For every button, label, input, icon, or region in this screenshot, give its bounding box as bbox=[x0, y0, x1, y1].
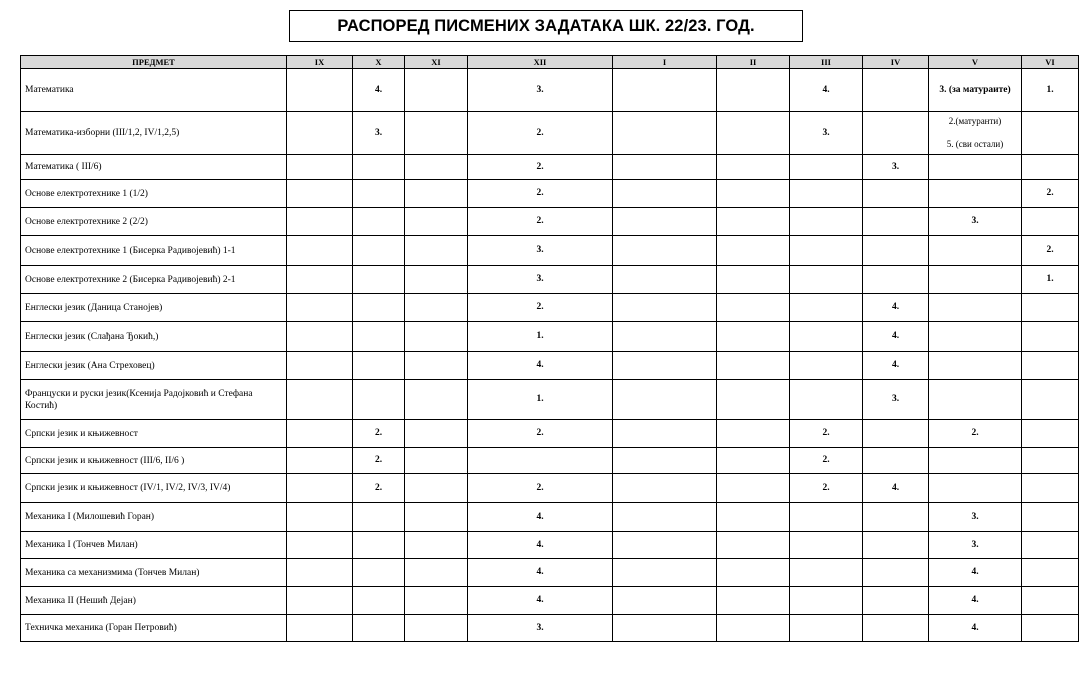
grade-cell bbox=[790, 352, 863, 380]
subject-cell: Српски језик и књижевност (IV/1, IV/2, IV/3, IV/4) bbox=[21, 474, 287, 503]
grade-cell bbox=[353, 380, 405, 420]
grade-cell: 2. bbox=[790, 420, 863, 448]
grade-cell: 4. bbox=[929, 615, 1022, 642]
grade-cell bbox=[863, 448, 929, 474]
grade-cell bbox=[353, 322, 405, 352]
grade-cell bbox=[717, 208, 790, 236]
subject-cell: Енглески језик (Даница Станојев) bbox=[21, 294, 287, 322]
grade-cell bbox=[1022, 155, 1079, 180]
grade-cell bbox=[1022, 532, 1079, 559]
grade-cell bbox=[353, 559, 405, 587]
grade-cell bbox=[405, 69, 468, 112]
grade-cell bbox=[717, 448, 790, 474]
grade-cell bbox=[929, 155, 1022, 180]
grade-cell: 4. bbox=[468, 503, 613, 532]
grade-cell bbox=[613, 266, 717, 294]
grade-cell: 2. bbox=[353, 474, 405, 503]
grade-cell bbox=[929, 474, 1022, 503]
grade-cell bbox=[790, 587, 863, 615]
grade-cell bbox=[405, 559, 468, 587]
grade-cell bbox=[405, 380, 468, 420]
table-row bbox=[21, 615, 1079, 642]
grade-cell bbox=[287, 420, 353, 448]
grade-cell bbox=[405, 322, 468, 352]
subject-cell: Енглески језик (Слађана Ђокић,) bbox=[21, 322, 287, 352]
grade-cell bbox=[353, 180, 405, 208]
grade-cell bbox=[717, 352, 790, 380]
table-row bbox=[21, 180, 1079, 208]
cell-line: 2.(матуранти) bbox=[948, 116, 1002, 126]
grade-cell bbox=[717, 587, 790, 615]
grade-cell bbox=[353, 236, 405, 266]
grade-cell bbox=[287, 208, 353, 236]
grade-cell: 4. bbox=[468, 352, 613, 380]
subject-cell: Механика II (Нешић Дејан) bbox=[21, 587, 287, 615]
grade-cell bbox=[405, 294, 468, 322]
grade-cell bbox=[929, 352, 1022, 380]
table-row bbox=[21, 266, 1079, 294]
grade-cell bbox=[863, 69, 929, 112]
grade-cell bbox=[613, 474, 717, 503]
grade-cell bbox=[717, 266, 790, 294]
grade-cell bbox=[863, 503, 929, 532]
grade-cell bbox=[405, 448, 468, 474]
grade-cell: 2. bbox=[353, 420, 405, 448]
grade-cell: 3. bbox=[353, 112, 405, 155]
grade-cell: 4. bbox=[468, 559, 613, 587]
grade-cell bbox=[287, 112, 353, 155]
table-body bbox=[21, 69, 1079, 642]
grade-cell: 4. bbox=[863, 352, 929, 380]
grade-cell bbox=[613, 503, 717, 532]
grade-cell bbox=[405, 180, 468, 208]
cell-spacer bbox=[929, 128, 1021, 138]
column-header-month: IX bbox=[287, 56, 353, 69]
grade-cell bbox=[1022, 208, 1079, 236]
grade-cell bbox=[613, 236, 717, 266]
grade-cell bbox=[1022, 448, 1079, 474]
grade-cell: 2. bbox=[1022, 180, 1079, 208]
schedule-table bbox=[20, 55, 1079, 642]
grade-cell bbox=[287, 352, 353, 380]
grade-cell bbox=[613, 448, 717, 474]
grade-cell bbox=[717, 69, 790, 112]
grade-cell: 1. bbox=[468, 380, 613, 420]
column-header-month: XII bbox=[468, 56, 613, 69]
column-header-month: X bbox=[353, 56, 405, 69]
grade-cell bbox=[613, 155, 717, 180]
grade-cell: 3. bbox=[863, 155, 929, 180]
subject-cell: Математика bbox=[21, 69, 287, 112]
grade-cell bbox=[287, 155, 353, 180]
grade-cell bbox=[353, 266, 405, 294]
grade-cell bbox=[790, 559, 863, 587]
table-row bbox=[21, 559, 1079, 587]
grade-cell bbox=[863, 532, 929, 559]
grade-cell bbox=[929, 266, 1022, 294]
grade-cell bbox=[613, 69, 717, 112]
grade-cell bbox=[717, 236, 790, 266]
grade-cell bbox=[790, 532, 863, 559]
grade-cell bbox=[353, 155, 405, 180]
grade-cell: 1. bbox=[468, 322, 613, 352]
grade-cell bbox=[353, 587, 405, 615]
subject-cell: Основе електротехнике 1 (1/2) bbox=[21, 180, 287, 208]
grade-cell: 2. bbox=[468, 112, 613, 155]
grade-cell: 1. bbox=[1022, 266, 1079, 294]
grade-cell: 4. bbox=[790, 69, 863, 112]
grade-cell bbox=[790, 294, 863, 322]
grade-cell bbox=[287, 69, 353, 112]
grade-cell bbox=[717, 294, 790, 322]
grade-cell bbox=[613, 420, 717, 448]
grade-cell bbox=[1022, 322, 1079, 352]
grade-cell: 3. bbox=[468, 69, 613, 112]
grade-cell: 3. bbox=[929, 208, 1022, 236]
grade-cell bbox=[1022, 474, 1079, 503]
grade-cell bbox=[790, 322, 863, 352]
grade-cell: 4. bbox=[353, 69, 405, 112]
grade-cell bbox=[405, 236, 468, 266]
grade-cell: 4. bbox=[863, 322, 929, 352]
column-header-month: IV bbox=[863, 56, 929, 69]
grade-cell: 2. bbox=[468, 474, 613, 503]
grade-cell bbox=[717, 559, 790, 587]
subject-cell: Механика I (Тончев Милан) bbox=[21, 532, 287, 559]
column-header-month: XI bbox=[405, 56, 468, 69]
grade-cell: 3. bbox=[468, 266, 613, 294]
grade-cell bbox=[405, 266, 468, 294]
grade-cell bbox=[717, 615, 790, 642]
grade-cell: 2. bbox=[468, 420, 613, 448]
table-row bbox=[21, 112, 1079, 155]
grade-cell: 3. bbox=[863, 380, 929, 420]
grade-cell bbox=[717, 503, 790, 532]
grade-cell: 2. bbox=[468, 180, 613, 208]
grade-cell bbox=[613, 180, 717, 208]
subject-cell: Математика ( III/6) bbox=[21, 155, 287, 180]
grade-cell bbox=[929, 236, 1022, 266]
grade-cell: 2. bbox=[468, 155, 613, 180]
grade-cell bbox=[1022, 420, 1079, 448]
grade-cell bbox=[790, 503, 863, 532]
grade-cell bbox=[287, 266, 353, 294]
grade-cell bbox=[790, 155, 863, 180]
page-title: РАСПОРЕД ПИСМЕНИХ ЗАДАТАКА ШК. 22/23. ГОД. bbox=[289, 10, 803, 42]
grade-cell bbox=[353, 208, 405, 236]
grade-cell: 2. bbox=[353, 448, 405, 474]
subject-cell: Енглески језик (Ана Стреховец) bbox=[21, 352, 287, 380]
column-header-month: I bbox=[613, 56, 717, 69]
grade-cell bbox=[613, 587, 717, 615]
grade-cell bbox=[863, 266, 929, 294]
subject-cell: Механика I (Милошевић Горан) bbox=[21, 503, 287, 532]
grade-cell bbox=[717, 474, 790, 503]
table-row bbox=[21, 208, 1079, 236]
table-row bbox=[21, 155, 1079, 180]
grade-cell bbox=[929, 448, 1022, 474]
column-header-month: V bbox=[929, 56, 1022, 69]
grade-cell bbox=[863, 236, 929, 266]
grade-cell bbox=[1022, 112, 1079, 155]
grade-cell bbox=[287, 615, 353, 642]
grade-cell bbox=[287, 532, 353, 559]
subject-cell: Српски језик и књижевност (III/6, II/6 ) bbox=[21, 448, 287, 474]
grade-cell bbox=[613, 380, 717, 420]
grade-cell bbox=[1022, 503, 1079, 532]
grade-cell bbox=[1022, 294, 1079, 322]
grade-cell: 2. bbox=[790, 474, 863, 503]
table-row bbox=[21, 532, 1079, 559]
grade-cell bbox=[790, 236, 863, 266]
grade-cell bbox=[613, 615, 717, 642]
subject-cell: Француски и руски језик(Ксенија Радојковић и Стефана Костић) bbox=[21, 380, 287, 420]
grade-cell bbox=[717, 532, 790, 559]
grade-cell bbox=[863, 615, 929, 642]
grade-cell bbox=[1022, 587, 1079, 615]
grade-cell: 2. bbox=[1022, 236, 1079, 266]
grade-cell bbox=[405, 420, 468, 448]
grade-cell bbox=[287, 236, 353, 266]
grade-cell bbox=[613, 322, 717, 352]
grade-cell bbox=[353, 294, 405, 322]
table-row bbox=[21, 587, 1079, 615]
table-row bbox=[21, 322, 1079, 352]
grade-cell bbox=[405, 208, 468, 236]
grade-cell: 4. bbox=[929, 587, 1022, 615]
table-row bbox=[21, 69, 1079, 112]
grade-cell bbox=[1022, 352, 1079, 380]
grade-cell bbox=[790, 180, 863, 208]
grade-cell bbox=[287, 587, 353, 615]
column-header-subject: ПРЕДМЕТ bbox=[21, 56, 287, 69]
table-row bbox=[21, 236, 1079, 266]
grade-cell: 4. bbox=[863, 294, 929, 322]
grade-cell: 2. bbox=[468, 208, 613, 236]
column-header-month: II bbox=[717, 56, 790, 69]
grade-cell bbox=[405, 532, 468, 559]
grade-cell: 3. bbox=[468, 615, 613, 642]
grade-cell: 1. bbox=[1022, 69, 1079, 112]
subject-cell: Математика-изборни (III/1,2, IV/1,2,5) bbox=[21, 112, 287, 155]
grade-cell: 3. bbox=[929, 503, 1022, 532]
grade-cell bbox=[1022, 559, 1079, 587]
table-row bbox=[21, 352, 1079, 380]
grade-cell bbox=[405, 615, 468, 642]
grade-cell bbox=[863, 559, 929, 587]
grade-cell bbox=[790, 615, 863, 642]
grade-cell bbox=[287, 180, 353, 208]
grade-cell bbox=[717, 112, 790, 155]
grade-cell: 4. bbox=[929, 559, 1022, 587]
grade-cell: 4. bbox=[468, 587, 613, 615]
grade-cell bbox=[613, 352, 717, 380]
grade-cell bbox=[353, 532, 405, 559]
table-row bbox=[21, 420, 1079, 448]
grade-cell bbox=[929, 322, 1022, 352]
subject-cell: Основе електротехнике 1 (Бисерка Радивојевић) 1-1 bbox=[21, 236, 287, 266]
table-row bbox=[21, 380, 1079, 420]
grade-cell bbox=[790, 208, 863, 236]
grade-cell bbox=[929, 294, 1022, 322]
grade-cell bbox=[863, 180, 929, 208]
grade-cell bbox=[287, 380, 353, 420]
subject-cell: Основе електротехнике 2 (Бисерка Радивојевић) 2-1 bbox=[21, 266, 287, 294]
grade-cell bbox=[790, 266, 863, 294]
grade-cell bbox=[717, 180, 790, 208]
grade-cell: 2. bbox=[929, 420, 1022, 448]
grade-cell bbox=[613, 559, 717, 587]
subject-cell: Механика са механизмима (Тончев Милан) bbox=[21, 559, 287, 587]
grade-cell bbox=[613, 112, 717, 155]
column-header-month: VI bbox=[1022, 56, 1079, 69]
table-header-row bbox=[21, 56, 1079, 69]
grade-cell bbox=[613, 294, 717, 322]
grade-cell: 3. (за матураите) bbox=[929, 69, 1022, 112]
grade-cell bbox=[287, 322, 353, 352]
grade-cell bbox=[405, 352, 468, 380]
grade-cell bbox=[613, 532, 717, 559]
grade-cell bbox=[405, 503, 468, 532]
grade-cell bbox=[717, 155, 790, 180]
grade-cell bbox=[863, 112, 929, 155]
grade-cell bbox=[405, 587, 468, 615]
grade-cell bbox=[717, 420, 790, 448]
table-row bbox=[21, 474, 1079, 503]
table-row bbox=[21, 448, 1079, 474]
grade-cell: 2. bbox=[468, 294, 613, 322]
grade-cell: 3. bbox=[929, 532, 1022, 559]
grade-cell: 4. bbox=[863, 474, 929, 503]
grade-cell: 3. bbox=[790, 112, 863, 155]
grade-cell bbox=[353, 352, 405, 380]
grade-cell bbox=[790, 380, 863, 420]
grade-cell bbox=[287, 503, 353, 532]
grade-cell: 4. bbox=[468, 532, 613, 559]
grade-cell: 3. bbox=[468, 236, 613, 266]
subject-cell: Основе електротехнике 2 (2/2) bbox=[21, 208, 287, 236]
grade-cell bbox=[929, 112, 1022, 155]
grade-cell bbox=[929, 180, 1022, 208]
column-header-month: III bbox=[790, 56, 863, 69]
grade-cell bbox=[287, 559, 353, 587]
grade-cell bbox=[287, 294, 353, 322]
grade-cell bbox=[1022, 615, 1079, 642]
cell-line: 5. (сви остали) bbox=[946, 139, 1004, 149]
subject-cell: Српски језик и књижевност bbox=[21, 420, 287, 448]
grade-cell bbox=[468, 448, 613, 474]
grade-cell bbox=[863, 420, 929, 448]
grade-cell bbox=[287, 448, 353, 474]
grade-cell bbox=[353, 615, 405, 642]
table-row bbox=[21, 294, 1079, 322]
grade-cell: 2. bbox=[790, 448, 863, 474]
grade-cell bbox=[863, 587, 929, 615]
grade-cell bbox=[405, 112, 468, 155]
grade-cell bbox=[613, 208, 717, 236]
table-row bbox=[21, 503, 1079, 532]
grade-cell bbox=[1022, 380, 1079, 420]
grade-cell bbox=[405, 474, 468, 503]
grade-cell bbox=[287, 474, 353, 503]
grade-cell bbox=[405, 155, 468, 180]
grade-cell bbox=[353, 503, 405, 532]
grade-cell bbox=[929, 380, 1022, 420]
subject-cell: Техничка механика (Горан Петровић) bbox=[21, 615, 287, 642]
grade-cell bbox=[717, 380, 790, 420]
grade-cell bbox=[863, 208, 929, 236]
grade-cell bbox=[717, 322, 790, 352]
